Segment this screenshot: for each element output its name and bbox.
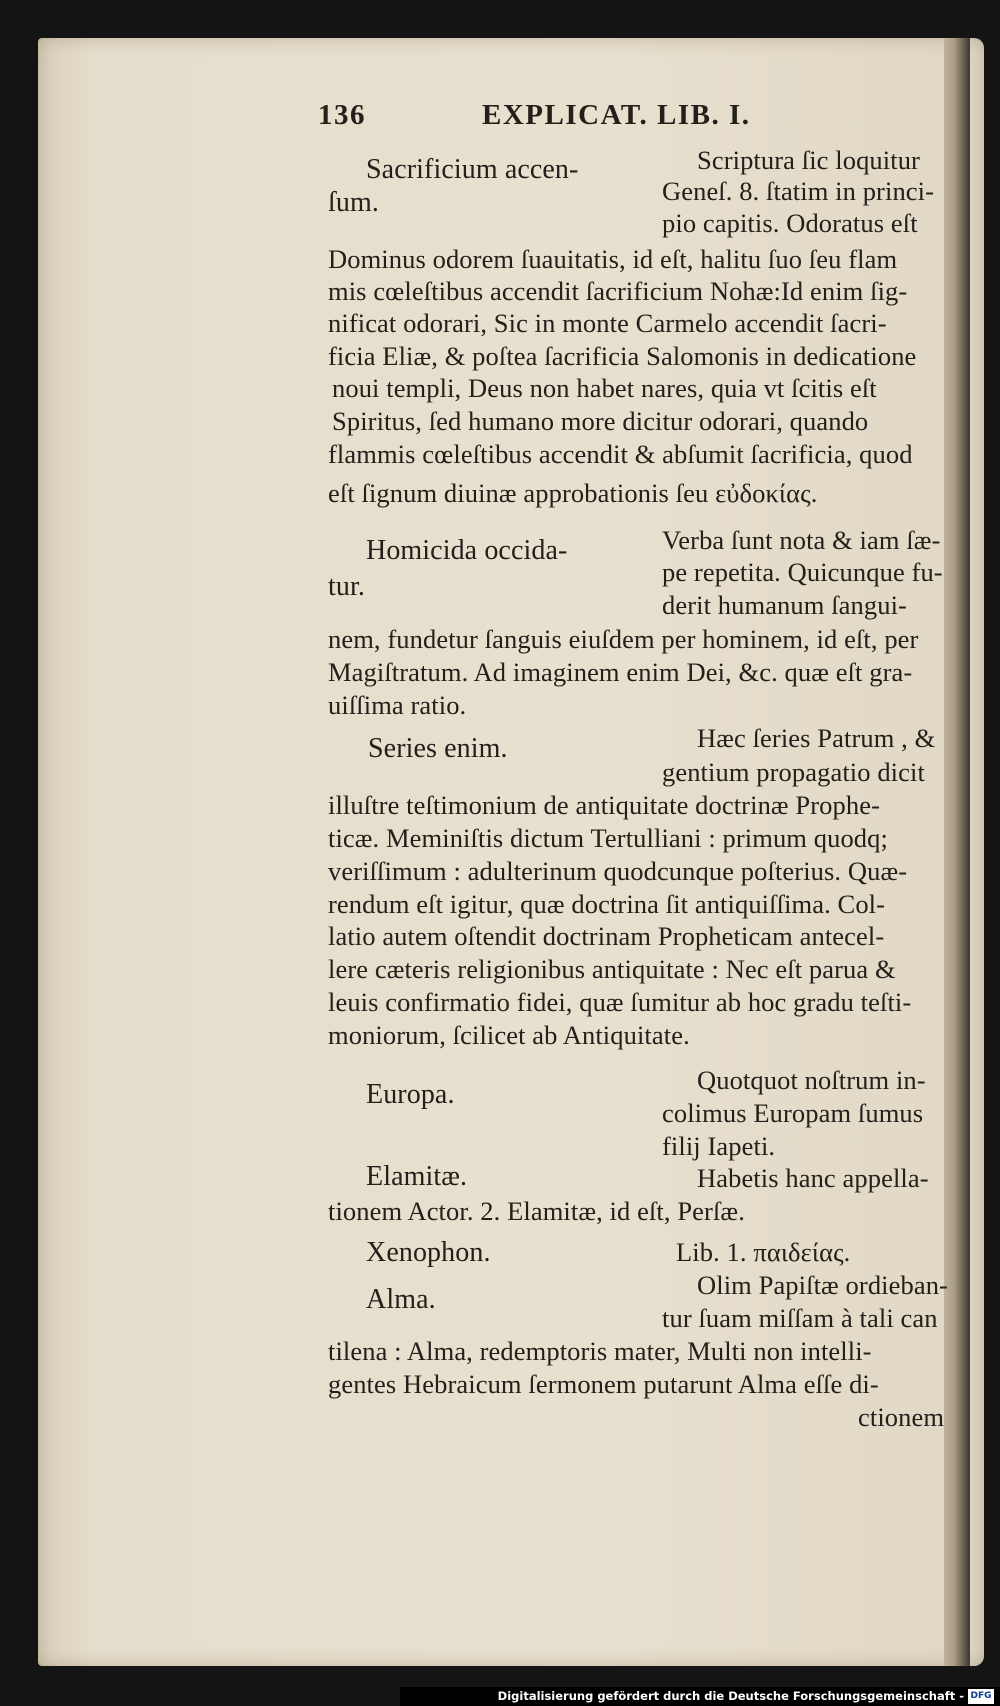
- text-line: moniorum, ſcilicet ab Antiquitate.: [328, 1020, 690, 1050]
- text-line: leuis confirmatio fidei, quæ ſumitur ab hoc gradu teſti-: [328, 987, 912, 1017]
- text-line: flammis cœleſtibus accendit & abſumit ſacrificia, quod: [328, 439, 913, 469]
- text-line: filij Iapeti.: [662, 1131, 776, 1161]
- margin-heading: Xenophon.: [366, 1237, 491, 1268]
- text-line: Hæc ſeries Patrum , &: [697, 723, 936, 753]
- text-line: ficia Eliæ, & poſtea ſacrificia Salomonis in dedicatione: [328, 341, 917, 371]
- text-line: latio autem oſtendit doctrinam Propheticam antecel-: [328, 921, 885, 951]
- running-title: EXPLICAT. LIB. I.: [482, 99, 751, 131]
- margin-heading: ſum.: [328, 187, 379, 218]
- text-line: Spiritus, ſed humano more dicitur odorari, quando: [332, 406, 869, 436]
- margin-heading: tur.: [328, 571, 365, 602]
- text-line: nificat odorari, Sic in monte Carmelo accendit ſacri-: [328, 308, 887, 338]
- text-line: Olim Papiſtæ ordieban-: [697, 1270, 948, 1300]
- text-line: Verba ſunt nota & iam ſæ-: [662, 525, 941, 555]
- text-line: Scriptura ſic loquitur: [697, 145, 920, 175]
- page-edge-shadow: [944, 38, 970, 1666]
- text-line: tilena : Alma, redemptoris mater, Multi non intelli-: [328, 1336, 872, 1366]
- text-line: rendum eſt igitur, quæ doctrina ſit antiquiſſima. Col-: [328, 889, 886, 919]
- margin-heading: Series enim.: [368, 733, 508, 764]
- margin-heading: Elamitæ.: [366, 1161, 468, 1192]
- text-line: ticæ. Meminiſtis dictum Tertulliani : primum quodq;: [328, 823, 888, 853]
- text-line: ctionem: [858, 1402, 945, 1432]
- text-line: Lib. 1. παιδείας.: [676, 1237, 851, 1267]
- text-line: derit humanum ſangui-: [662, 590, 907, 620]
- margin-heading: Sacrificium accen-: [366, 154, 579, 185]
- dfg-logo: DFG: [968, 1689, 994, 1704]
- margin-heading: Alma.: [366, 1284, 436, 1315]
- text-line: gentes Hebraicum ſermonem putarunt Alma eſſe di-: [328, 1369, 879, 1399]
- text-line: pe repetita. Quicunque fu-: [662, 557, 943, 587]
- text-line: mis cœleſtibus accendit ſacrificium Nohæ:Id enim ſig-: [328, 276, 908, 306]
- text-line: Magiſtratum. Ad imaginem enim Dei, &c. quæ eſt gra-: [328, 657, 913, 687]
- text-line: gentium propagatio dicit: [662, 757, 925, 787]
- text-line: pio capitis. Odoratus eſt: [662, 208, 918, 238]
- text-line: lere cæteris religionibus antiquitate : Nec eſt parua &: [328, 954, 896, 984]
- text-line: noui templi, Deus non habet nares, quia vt ſcitis eſt: [332, 373, 877, 403]
- text-line: tionem Actor. 2. Elamitæ, id eſt, Perſæ.: [328, 1196, 745, 1226]
- text-line: Habetis hanc appella-: [697, 1163, 929, 1193]
- text-line: tur ſuam miſſam à tali can: [662, 1303, 938, 1333]
- page-number: 136: [318, 99, 366, 131]
- digitization-footer: [400, 1687, 1000, 1706]
- footer-credit-text: Digitalisierung gefördert durch die Deutsche Forschungsgemeinschaft -: [497, 1689, 964, 1703]
- text-line: illuſtre teſtimonium de antiquitate doctrinæ Prophe-: [328, 790, 881, 820]
- text-line: veriſſimum : adulterinum quodcunque poſterius. Quæ-: [328, 856, 908, 886]
- text-line: uiſſima ratio.: [328, 690, 467, 720]
- margin-heading: Homicida occida-: [366, 535, 568, 566]
- text-line: Dominus odorem ſuauitatis, id eſt, halitu ſuo ſeu flam: [328, 244, 898, 274]
- text-line: eſt ſignum diuinæ approbationis ſeu εὐδοκίας.: [328, 478, 818, 508]
- text-line: Geneſ. 8. ſtatim in princi-: [662, 176, 935, 206]
- text-line: colimus Europam ſumus: [662, 1098, 924, 1128]
- text-line: nem, fundetur ſanguis eiuſdem per hominem, id eſt, per: [328, 624, 919, 654]
- margin-heading: Europa.: [366, 1079, 455, 1110]
- text-line: Quotquot noſtrum in-: [697, 1065, 926, 1095]
